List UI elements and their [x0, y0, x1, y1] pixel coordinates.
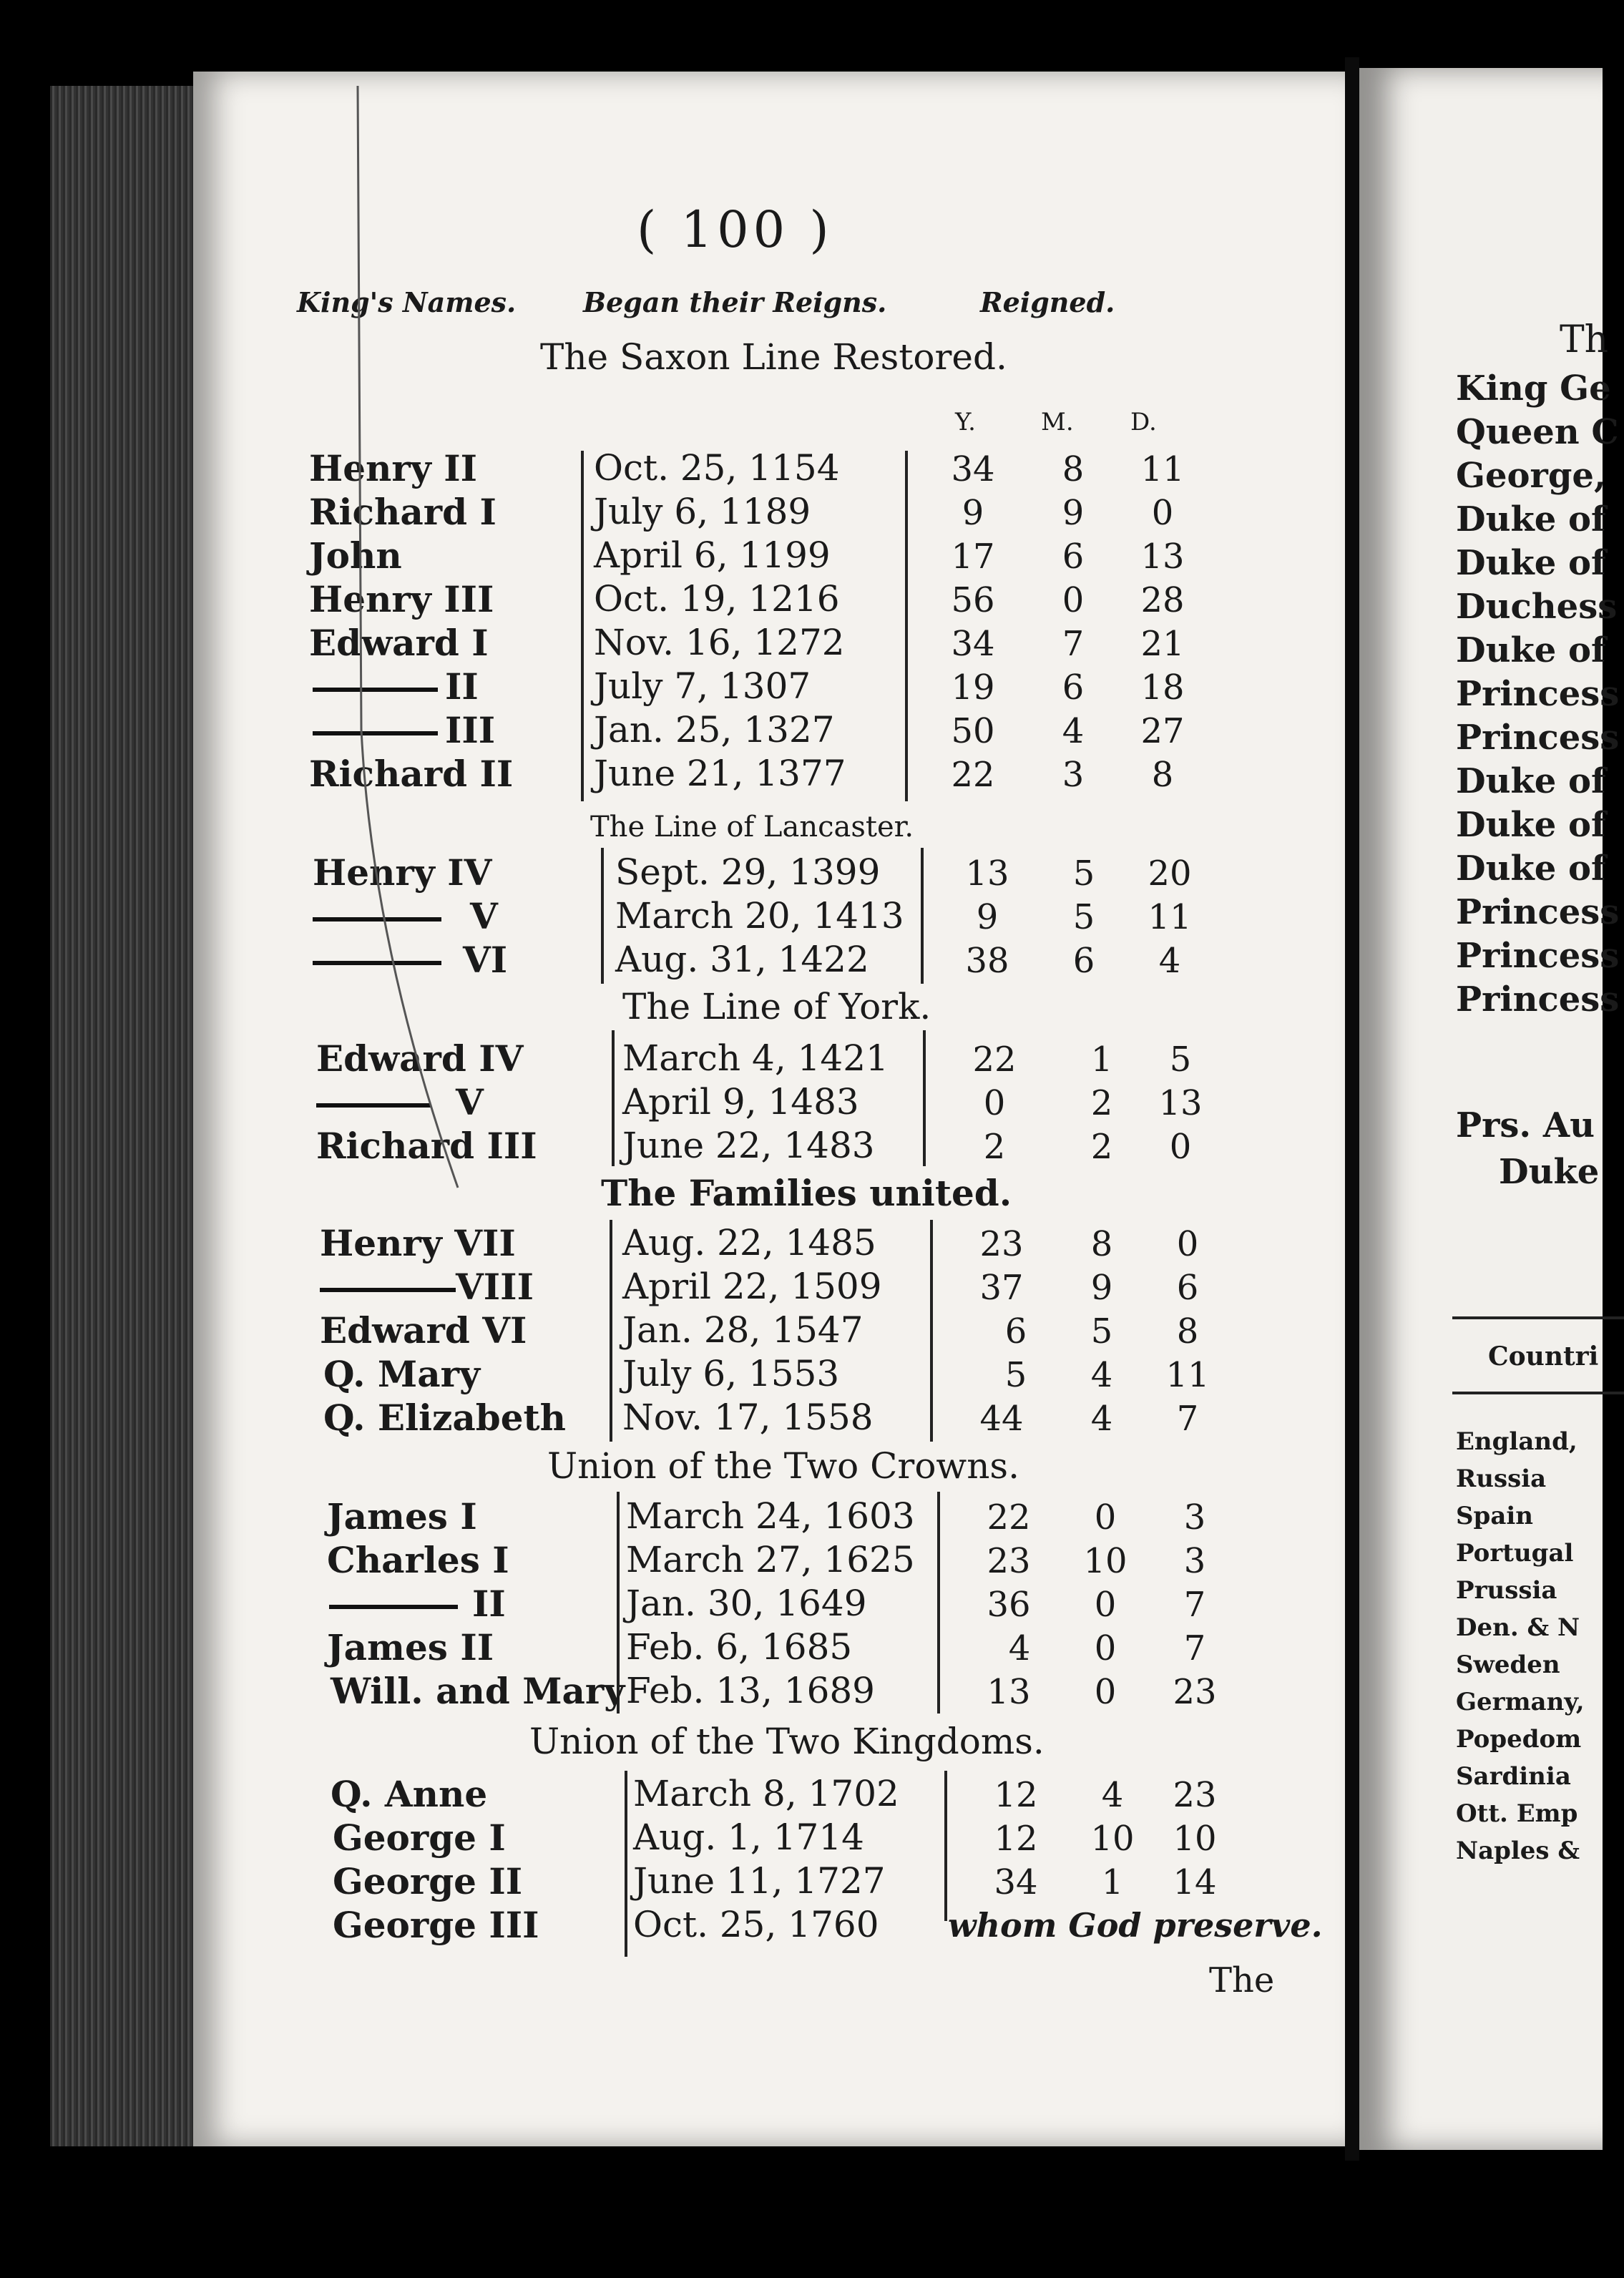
days-value: 18: [1140, 668, 1185, 708]
king-name: James I: [327, 1495, 477, 1538]
years-value: 13: [987, 1672, 1031, 1712]
years-value: 34: [951, 624, 995, 664]
king-name: Q. Mary: [323, 1353, 481, 1395]
king-name: [329, 1583, 506, 1625]
column-header-began: Began their Reigns.: [583, 286, 887, 318]
country: Ott. Emp: [1456, 1799, 1578, 1828]
country: Germany,: [1456, 1688, 1585, 1716]
king-name: Richard III: [316, 1125, 537, 1167]
months-value: 8: [1090, 1224, 1113, 1264]
right-line: Princess: [1456, 718, 1620, 758]
reign-start-date: Aug. 22, 1485: [622, 1222, 876, 1263]
days-value: 10: [1173, 1819, 1217, 1859]
years-value: 17: [951, 537, 995, 577]
right-line: Princess: [1456, 674, 1620, 714]
reign-start-date: Aug. 1, 1714: [633, 1817, 864, 1858]
months-value: 0: [1094, 1672, 1117, 1712]
years-value: 13: [965, 854, 1009, 894]
years-value: 19: [951, 668, 995, 708]
years-value: 22: [951, 755, 995, 795]
king-name: James II: [327, 1626, 494, 1668]
days-value: 7: [1183, 1585, 1206, 1625]
ditto-rule: [320, 1288, 456, 1292]
days-value: 0: [1176, 1224, 1199, 1264]
right-line: Duke: [1499, 1152, 1600, 1192]
king-name: Henry IV: [313, 851, 492, 894]
years-value: 23: [979, 1224, 1024, 1264]
section-title: The Line of York.: [622, 986, 931, 1027]
days-value: 11: [1140, 449, 1185, 489]
reign-start-date: Feb. 13, 1689: [626, 1670, 875, 1711]
table-rule: [1452, 1316, 1624, 1319]
ditto-rule: [329, 1605, 458, 1609]
regnal-number: V: [470, 895, 498, 937]
reign-start-date: July 7, 1307: [594, 665, 811, 707]
right-line: Duke of: [1456, 630, 1606, 670]
reign-start-date: March 24, 1603: [626, 1495, 915, 1537]
reign-start-date: Jan. 25, 1327: [594, 709, 835, 751]
reign-start-date: Nov. 16, 1272: [594, 622, 845, 663]
regnal-number: II: [445, 665, 479, 708]
days-value: 0: [1151, 493, 1174, 533]
years-value: 22: [987, 1497, 1031, 1538]
months-value: 1: [1101, 1862, 1124, 1902]
column-rule: [612, 1030, 615, 1166]
country: Portugal: [1456, 1539, 1574, 1568]
months-value: 3: [1062, 755, 1085, 795]
regnal-number: VIII: [456, 1266, 534, 1308]
days-value: 8: [1176, 1311, 1199, 1351]
king-name: Henry II: [309, 447, 477, 489]
years-value: 36: [987, 1585, 1031, 1625]
column-rule: [905, 451, 908, 801]
reign-start-date: March 4, 1421: [622, 1037, 889, 1079]
right-line: Duke of: [1456, 499, 1606, 539]
section-title: The Line of Lancaster.: [590, 811, 914, 844]
country: Prussia: [1456, 1576, 1557, 1605]
column-rule: [625, 1771, 627, 1957]
book-gutter: [1345, 57, 1359, 2161]
months-header: M.: [1041, 408, 1074, 436]
months-value: 5: [1072, 897, 1095, 937]
regnal-number: V: [456, 1081, 484, 1123]
king-name: Edward I: [309, 622, 489, 664]
years-value: 4: [1008, 1628, 1031, 1668]
reign-start-date: April 6, 1199: [594, 534, 831, 576]
column-header-names: King's Names.: [297, 286, 517, 318]
days-value: 20: [1148, 854, 1192, 894]
days-value: 4: [1158, 941, 1181, 981]
section-title: The Families united.: [601, 1172, 1012, 1214]
right-page-title: Th: [1560, 318, 1609, 361]
reign-start-date: Nov. 17, 1558: [622, 1397, 874, 1438]
reign-start-date: Oct. 19, 1216: [594, 578, 840, 620]
years-value: 6: [1004, 1311, 1027, 1351]
days-value: 0: [1169, 1127, 1192, 1167]
column-rule: [610, 1220, 612, 1442]
reign-start-date: Sept. 29, 1399: [615, 851, 881, 893]
king-name: Richard II: [309, 753, 514, 795]
reign-start-date: June 21, 1377: [594, 753, 846, 794]
reign-start-date: April 22, 1509: [622, 1266, 882, 1307]
reign-start-date: Jan. 28, 1547: [622, 1309, 864, 1351]
king-name: John: [309, 534, 402, 577]
section-title: Union of the Two Kingdoms.: [529, 1721, 1045, 1762]
column-rule: [923, 1030, 926, 1166]
regnal-number: VI: [463, 939, 508, 981]
reign-note: whom God preserve.: [948, 1906, 1323, 1945]
days-value: 13: [1140, 537, 1185, 577]
reign-start-date: Aug. 31, 1422: [615, 939, 869, 980]
years-value: 37: [979, 1268, 1024, 1308]
years-header: Y.: [955, 408, 976, 436]
months-value: 5: [1072, 854, 1095, 894]
right-line: Princess: [1456, 979, 1620, 1020]
king-name: Charles I: [327, 1539, 509, 1581]
years-value: 0: [983, 1083, 1006, 1123]
years-value: 2: [983, 1127, 1006, 1167]
catchword: The: [1209, 1960, 1275, 2000]
column-header-reigned: Reigned.: [980, 286, 1115, 318]
country: England,: [1456, 1427, 1577, 1456]
years-value: 9: [962, 493, 984, 533]
country: Sweden: [1456, 1651, 1560, 1679]
right-line: Duke of: [1456, 805, 1606, 845]
reign-start-date: Oct. 25, 1154: [594, 447, 840, 489]
column-rule: [930, 1220, 933, 1442]
king-name: Edward VI: [320, 1309, 527, 1351]
months-value: 10: [1083, 1541, 1127, 1581]
days-value: 11: [1148, 897, 1192, 937]
years-value: 9: [976, 897, 999, 937]
days-value: 11: [1165, 1355, 1210, 1395]
king-name: George III: [333, 1904, 539, 1946]
column-rule: [944, 1771, 947, 1921]
months-value: 1: [1090, 1040, 1113, 1080]
column-rule: [581, 451, 584, 801]
king-name: Q. Anne: [331, 1773, 488, 1815]
right-line: Prs. Au: [1456, 1105, 1595, 1145]
months-value: 4: [1090, 1355, 1113, 1395]
days-value: 27: [1140, 711, 1185, 751]
days-value: 13: [1158, 1083, 1203, 1123]
right-line: George,: [1456, 456, 1606, 496]
king-name: George II: [333, 1860, 523, 1902]
months-value: 4: [1090, 1399, 1113, 1439]
months-value: 5: [1090, 1311, 1113, 1351]
king-name: Edward IV: [316, 1037, 524, 1080]
days-value: 3: [1183, 1541, 1206, 1581]
regnal-number: III: [445, 709, 496, 751]
king-name: Henry VII: [320, 1222, 516, 1264]
months-value: 2: [1090, 1083, 1113, 1123]
right-line: Queen C: [1456, 412, 1619, 452]
reign-start-date: Feb. 6, 1685: [626, 1626, 853, 1668]
days-value: 28: [1140, 580, 1185, 620]
years-value: 34: [994, 1862, 1038, 1902]
stray-pen-line: [343, 86, 501, 1202]
months-value: 6: [1062, 537, 1085, 577]
king-name: George I: [333, 1817, 506, 1859]
column-rule: [601, 848, 604, 984]
column-rule: [921, 848, 924, 984]
right-line: Princess: [1456, 892, 1620, 932]
years-value: 56: [951, 580, 995, 620]
days-value: 5: [1169, 1040, 1192, 1080]
table-header: Countri: [1488, 1341, 1599, 1372]
months-value: 2: [1090, 1127, 1113, 1167]
months-value: 0: [1094, 1497, 1117, 1538]
months-value: 0: [1094, 1628, 1117, 1668]
months-value: 6: [1062, 668, 1085, 708]
reign-start-date: Jan. 30, 1649: [626, 1583, 867, 1624]
reign-start-date: July 6, 1553: [622, 1353, 840, 1394]
months-value: 10: [1090, 1819, 1135, 1859]
king-name: Henry III: [309, 578, 494, 620]
right-line: Duke of: [1456, 761, 1606, 801]
reign-start-date: June 11, 1727: [633, 1860, 886, 1902]
right-line: Duke of: [1456, 543, 1606, 583]
right-line: Princess: [1456, 936, 1620, 976]
years-value: 44: [979, 1399, 1024, 1439]
page-number: ( 100 ): [637, 200, 833, 259]
country: Den. & N: [1456, 1613, 1580, 1642]
regnal-number: II: [472, 1583, 506, 1625]
country: Russia: [1456, 1465, 1547, 1493]
months-value: 9: [1062, 493, 1085, 533]
days-value: 23: [1173, 1775, 1217, 1815]
days-value: 7: [1176, 1399, 1199, 1439]
years-value: 12: [994, 1819, 1038, 1859]
months-value: 0: [1094, 1585, 1117, 1625]
days-header: D.: [1130, 408, 1157, 436]
days-value: 8: [1151, 755, 1174, 795]
days-value: 21: [1140, 624, 1185, 664]
king-name: Richard I: [309, 491, 497, 533]
reign-start-date: April 9, 1483: [622, 1081, 859, 1123]
reign-start-date: March 20, 1413: [615, 895, 904, 937]
months-value: 9: [1090, 1268, 1113, 1308]
days-value: 23: [1173, 1672, 1217, 1712]
years-value: 50: [951, 711, 995, 751]
years-value: 5: [1004, 1355, 1027, 1395]
king-name: Q. Elizabeth: [323, 1397, 566, 1439]
section-title: The Saxon Line Restored.: [540, 336, 1007, 378]
days-value: 7: [1183, 1628, 1206, 1668]
years-value: 23: [987, 1541, 1031, 1581]
days-value: 6: [1176, 1268, 1199, 1308]
days-value: 3: [1183, 1497, 1206, 1538]
months-value: 8: [1062, 449, 1085, 489]
months-value: 0: [1062, 580, 1085, 620]
right-line: Duchess: [1456, 587, 1618, 627]
column-rule: [937, 1492, 940, 1714]
years-value: 34: [951, 449, 995, 489]
book-edge: [50, 86, 200, 2146]
days-value: 14: [1173, 1862, 1217, 1902]
reign-start-date: March 27, 1625: [626, 1539, 915, 1580]
country: Popedom: [1456, 1725, 1582, 1754]
country: Sardinia: [1456, 1762, 1571, 1791]
years-value: 22: [972, 1040, 1017, 1080]
months-value: 4: [1062, 711, 1085, 751]
right-line: King Ge: [1456, 368, 1611, 409]
months-value: 7: [1062, 624, 1085, 664]
reign-start-date: June 22, 1483: [622, 1125, 875, 1166]
section-title: Union of the Two Crowns.: [547, 1445, 1019, 1487]
king-name: [320, 1266, 534, 1308]
reign-start-date: March 8, 1702: [633, 1773, 899, 1814]
right-line: Duke of: [1456, 849, 1606, 889]
years-value: 12: [994, 1775, 1038, 1815]
table-rule: [1452, 1392, 1624, 1394]
country: Spain: [1456, 1502, 1533, 1530]
months-value: 4: [1101, 1775, 1124, 1815]
king-name: Will. and Mary: [331, 1670, 625, 1712]
reign-start-date: July 6, 1189: [594, 491, 811, 532]
years-value: 38: [965, 941, 1009, 981]
months-value: 6: [1072, 941, 1095, 981]
country: Naples &: [1456, 1837, 1580, 1865]
reign-start-date: Oct. 25, 1760: [633, 1904, 879, 1945]
